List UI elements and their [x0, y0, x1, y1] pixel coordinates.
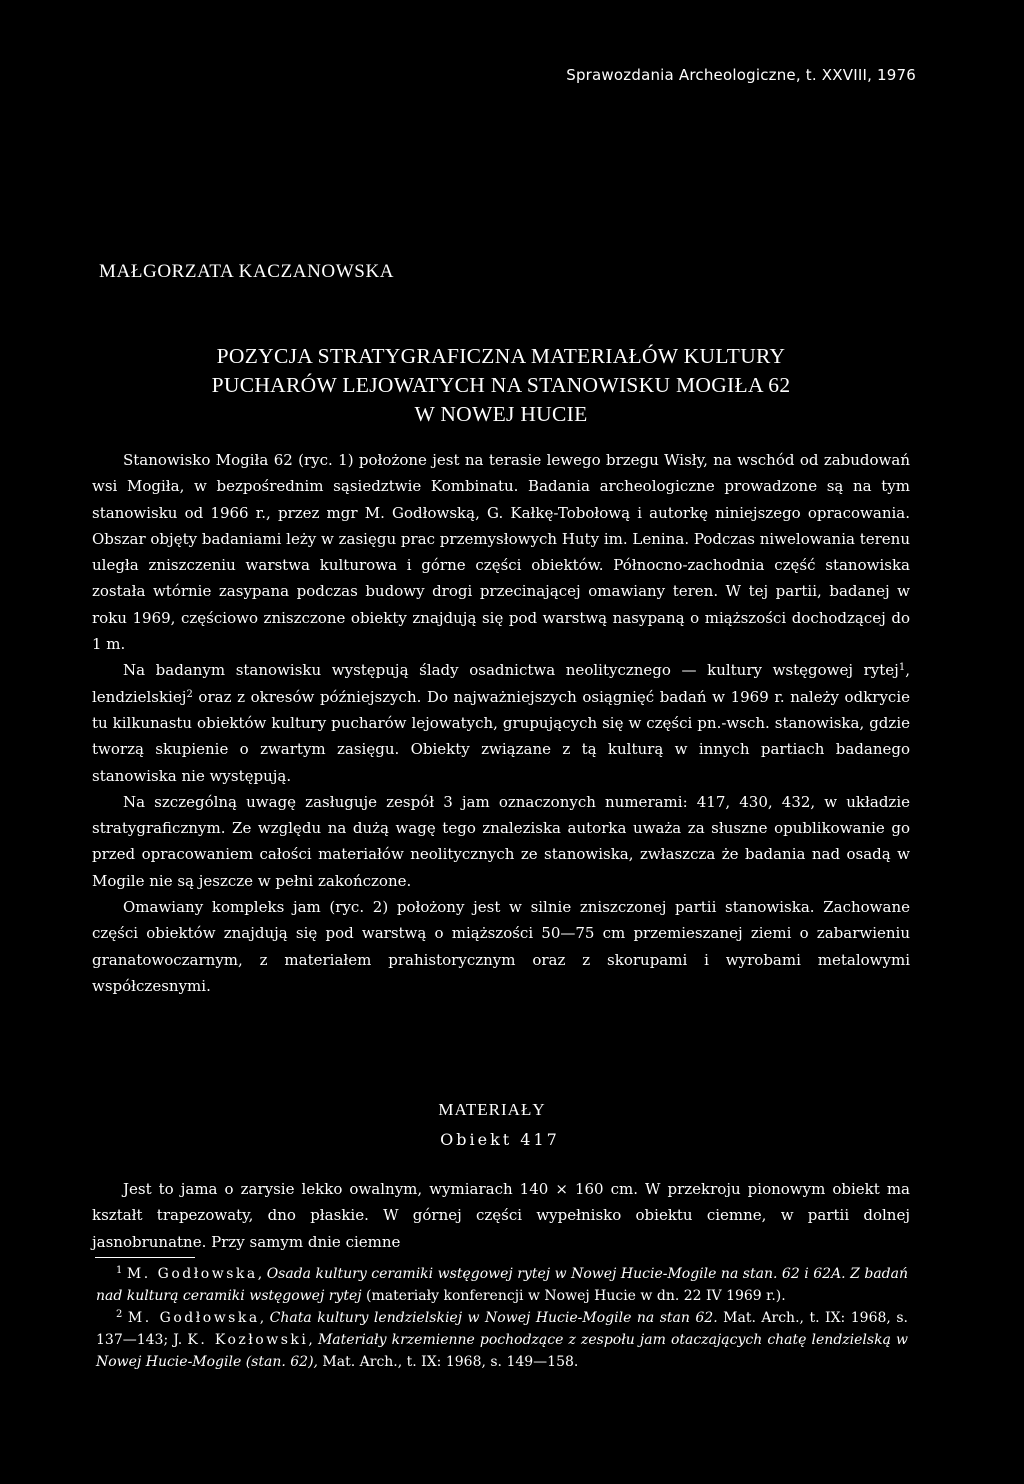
footnote-separator: ,: [308, 1332, 318, 1348]
paragraph-2: [92, 657, 910, 788]
paragraph-2-text-b: , lendzielskiej: [92, 661, 910, 706]
title-line: POZYCJA STRATYGRAFICZNA MATERIAŁÓW KULTURY: [216, 344, 786, 368]
paragraph-3: Na szczególną uwagę zasługuje zespół 3 jam oznaczonych numerami: 417, 430, 432, w układzie stratygraficznym. Ze względu na dużą wagę tego znaleziska autorka uważa za słuszne opublikowanie go przed opracowaniem całości materiałów neolitycznych ze stanowiska, zwłaszcza że badania nad osadą w Mogile nie są jeszcze w pełni zakończone.: [92, 792, 910, 890]
footnote-ref-1: 1: [898, 662, 906, 674]
author-name: MAŁGORZATA KACZANOWSKA: [99, 261, 395, 282]
section-heading: MATERIAŁY: [438, 1100, 546, 1119]
footnote-title: Chata kultury lendzielskiej w Nowej Hucie-Mogile na stan 62.: [269, 1310, 718, 1326]
paragraph-2-text-a: Na badanym stanowisku występują ślady osadnictwa neolitycznego — kultury wstęgowej rytej: [123, 661, 899, 680]
paragraph-5: Jest to jama o zarysie lekko owalnym, wymiarach 140 × 160 cm. W przekroju pionowym obiekt ma kształt trapezowaty, dno płaskie. W górnej części wypełnisko obiektu ciemne, w partii dolnej jasnobrunatne. Przy samym dnie ciemne: [92, 1180, 910, 1251]
title-line: PUCHARÓW LEJOWATYCH NA STANOWISKU MOGIŁA 62: [211, 373, 791, 397]
footnote-middle: Mat. Arch., t. IX: 1968, s. 137—143; J.: [96, 1310, 908, 1348]
footnote-2: [96, 1307, 908, 1373]
object-heading: Obiekt 417: [440, 1130, 560, 1149]
title-line: W NOWEJ HUCIE: [414, 402, 588, 426]
footnote-separator: ,: [257, 1266, 267, 1282]
body-text: [92, 447, 910, 999]
footnote-rest: Mat. Arch., t. IX: 1968, s. 149—158.: [317, 1354, 579, 1370]
footnote-title-2: Materiały krzemienne pochodzące z zespołu jam otaczających chatę lendzielską w Nowej Hucie-Mogile (stan. 62),: [96, 1332, 909, 1370]
article-title: [0, 342, 1002, 429]
paragraph-4: Omawiany kompleks jam (ryc. 2) położony jest w silnie zniszczonej partii stanowiska. Zachowane części obiektów znajdują się pod warstwą o miąższości 50—75 cm przemieszanej ziemi o zabarwieniu granatowoczarnym, z materiałem prahistorycznym oraz z skorupami i wyrobami metalowymi współczesnymi.: [92, 898, 910, 995]
footnote-1: [96, 1263, 908, 1307]
running-head: Sprawozdania Archeologiczne, t. XXVIII, 1976: [566, 66, 916, 84]
footnote-divider: [95, 1257, 195, 1258]
footnote-number: 1: [116, 1265, 123, 1276]
footnote-separator: ,: [259, 1310, 270, 1326]
paragraph-2-text-c: oraz z okresów późniejszych. Do najważniejszych osiągnięć badań w 1969 r. należy odkrycie tu kilkunastu obiektów kultury pucharów lejowatych, grupujących się w części pn.-wsch. stanowiska, gdzie tworzą skupienie o zwartym zasięgu. Obiekty związane z tą kulturą w innych partiach badanego stanowiska nie występują.: [92, 687, 910, 785]
footnote-number: 2: [116, 1309, 123, 1320]
footnote-title: Osada kultury ceramiki wstęgowej rytej w Nowej Hucie-Mogile na stan. 62 i 62A. Z badań nad kulturą ceramiki wstęgowej rytej: [96, 1266, 909, 1304]
footnotes: [96, 1263, 908, 1373]
body-text-materials: [92, 1176, 910, 1255]
footnote-author: M. Godłowska: [127, 1310, 260, 1326]
footnote-author: M. Godłowska: [126, 1266, 258, 1282]
paragraph-1: Stanowisko Mogiła 62 (ryc. 1) położone jest na terasie lewego brzegu Wisły, na wschód od zabudowań wsi Mogiła, w bezpośrednim sąsiedztwie Kombinatu. Badania archeologiczne prowadzone są na tym stanowisku od 1966 r., przez mgr M. Godłowską, G. Kałkę-Tobołową i autorkę niniejszego opracowania. Obszar objęty badaniami leży w zasięgu prac przemysłowych Huty im. Lenina. Podczas niwelowania terenu uległa zniszczeniu warstwa kulturowa i górne części obiektów. Północno-zachodnia część stanowiska została wtórnie zasypana podczas budowy drogi przecinającej omawiany teren. W tej partii, badanej w roku 1969, częściowo zniszczone obiekty znajdują się pod warstwą nasypaną o miąższości dochodzącej do 1 m.: [92, 451, 910, 654]
footnote-author-2: K. Kozłowski: [187, 1332, 309, 1348]
footnote-rest: (materiały konferencji w Nowej Hucie w dn. 22 IV 1969 r.).: [361, 1288, 786, 1304]
footnote-ref-2: 2: [186, 688, 193, 700]
